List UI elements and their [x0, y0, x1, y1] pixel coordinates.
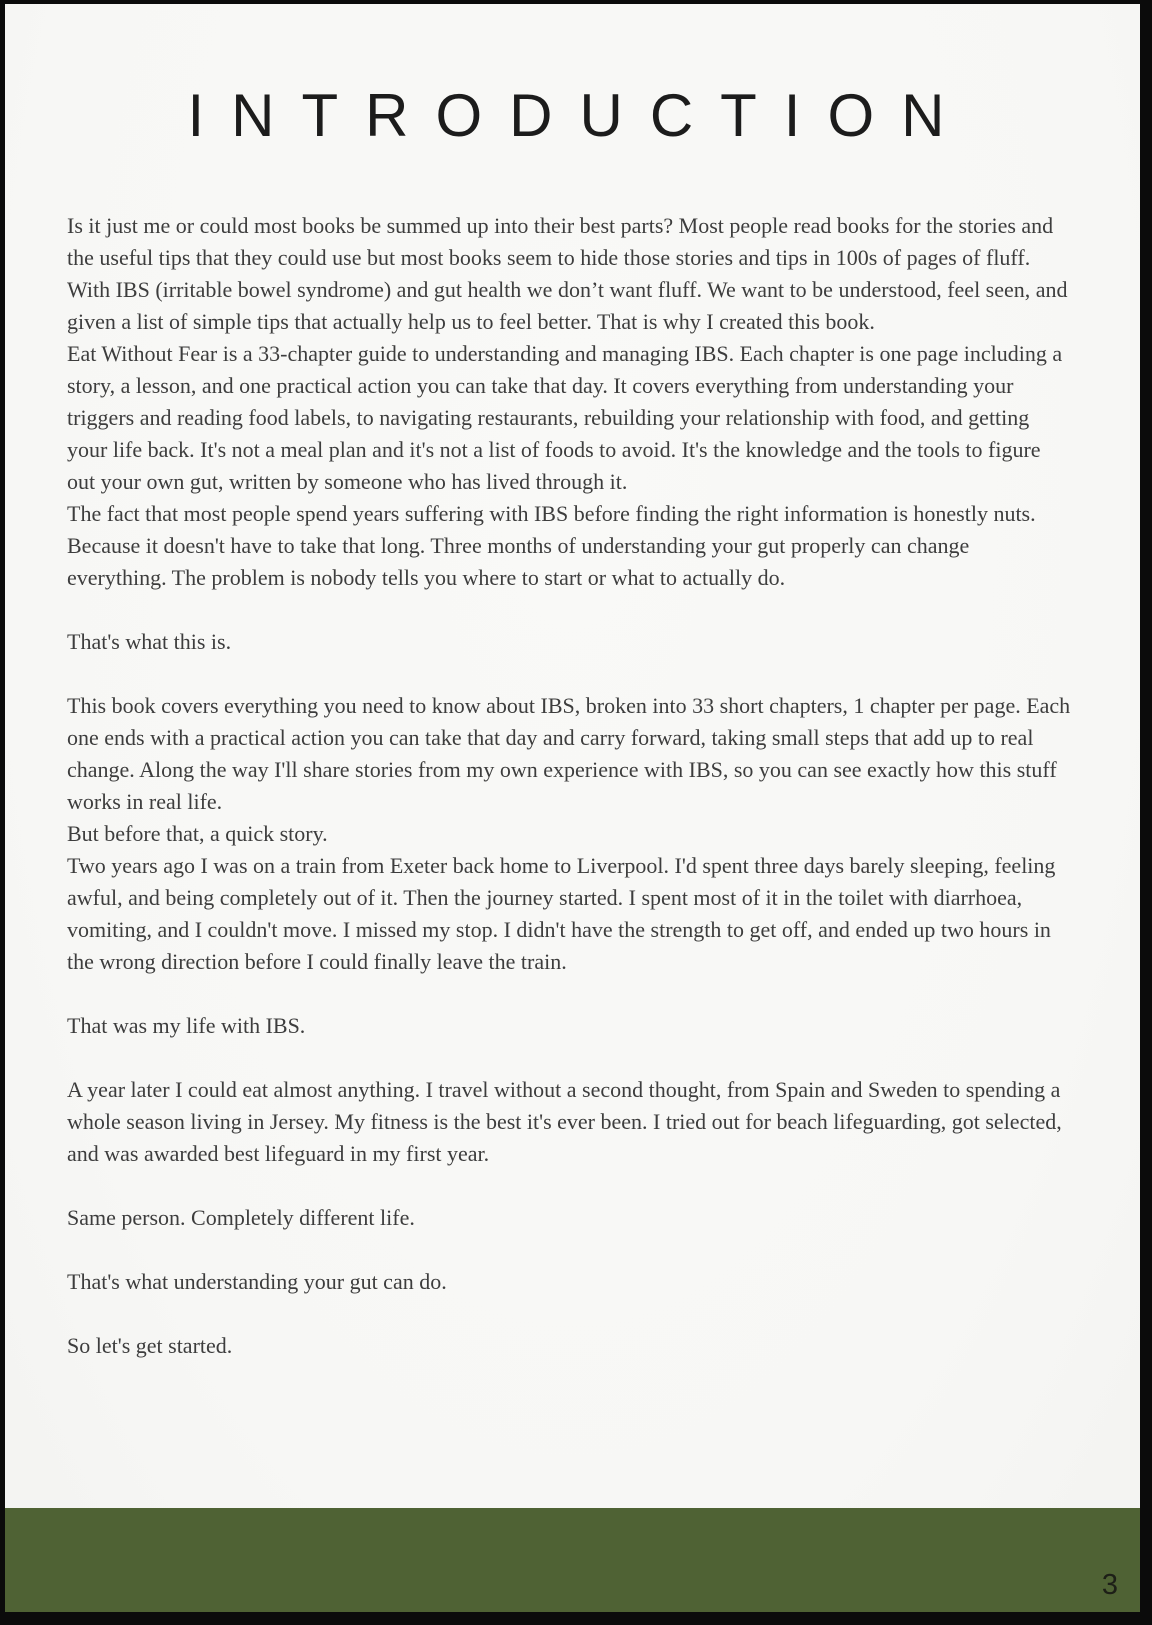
- paragraph: The fact that most people spend years suffering with IBS before finding the right information is honestly nuts. Because it doesn't have to take that long. Three months of understanding your gut properly can change everything. The problem is nobody tells you where to start or what to actually do.: [67, 501, 1036, 590]
- paragraph: Is it just me or could most books be summed up into their best parts? Most people read books for the stories and the useful tips that they could use but most books seem to hide those stories and tips in 100s of pages of fluff. With IBS (irritable bowel syndrome) and gut health we don’t want fluff. We want to be understood, feel seen, and given a list of simple tips that actually help us to feel better. That is why I created this book.: [67, 213, 1068, 334]
- body-text: [67, 210, 1071, 1362]
- paragraph: Two years ago I was on a train from Exeter back home to Liverpool. I'd spent three days barely sleeping, feeling awful, and being completely out of it. Then the journey started. I spent most of it in the toilet with diarrhoea, vomiting, and I couldn't move. I missed my stop. I didn't have the strength to get off, and ended up two hours in the wrong direction before I could finally leave the train.: [67, 853, 1056, 974]
- book-page: [5, 4, 1140, 1612]
- paragraph: That's what this is.: [67, 629, 232, 654]
- page-number: 3: [1101, 1569, 1118, 1601]
- paragraph: This book covers everything you need to know about IBS, broken into 33 short chapters, 1 chapter per page. Each one ends with a practical action you can take that day and carry forward, taking small steps that add up to real change. Along the way I'll share stories from my own experience with IBS, so you can see exactly how this stuff works in real life.: [67, 693, 1071, 814]
- paragraph: That was my life with IBS.: [67, 1013, 306, 1038]
- paragraph: That's what understanding your gut can do.: [67, 1269, 447, 1294]
- footer-bar: [5, 1508, 1140, 1612]
- page-title: INTRODUCTION: [187, 82, 972, 149]
- paragraph: Eat Without Fear is a 33-chapter guide to understanding and managing IBS. Each chapter is one page including a story, a lesson, and one practical action you can take that day. It covers everything from understanding your triggers and reading food labels, to navigating restaurants, rebuilding your relationship with food, and getting your life back. It's not a meal plan and it's not a list of foods to avoid. It's the knowledge and the tools to figure out your own gut, written by someone who has lived through it.: [67, 341, 1063, 494]
- paragraph: But before that, a quick story.: [67, 821, 328, 846]
- paragraph: So let's get started.: [67, 1333, 233, 1358]
- paragraph: Same person. Completely different life.: [67, 1205, 415, 1230]
- paragraph: A year later I could eat almost anything. I travel without a second thought, from Spain and Sweden to spending a whole season living in Jersey. My fitness is the best it's ever been. I tried out for beach lifeguarding, got selected, and was awarded best lifeguard in my first year.: [67, 1077, 1062, 1166]
